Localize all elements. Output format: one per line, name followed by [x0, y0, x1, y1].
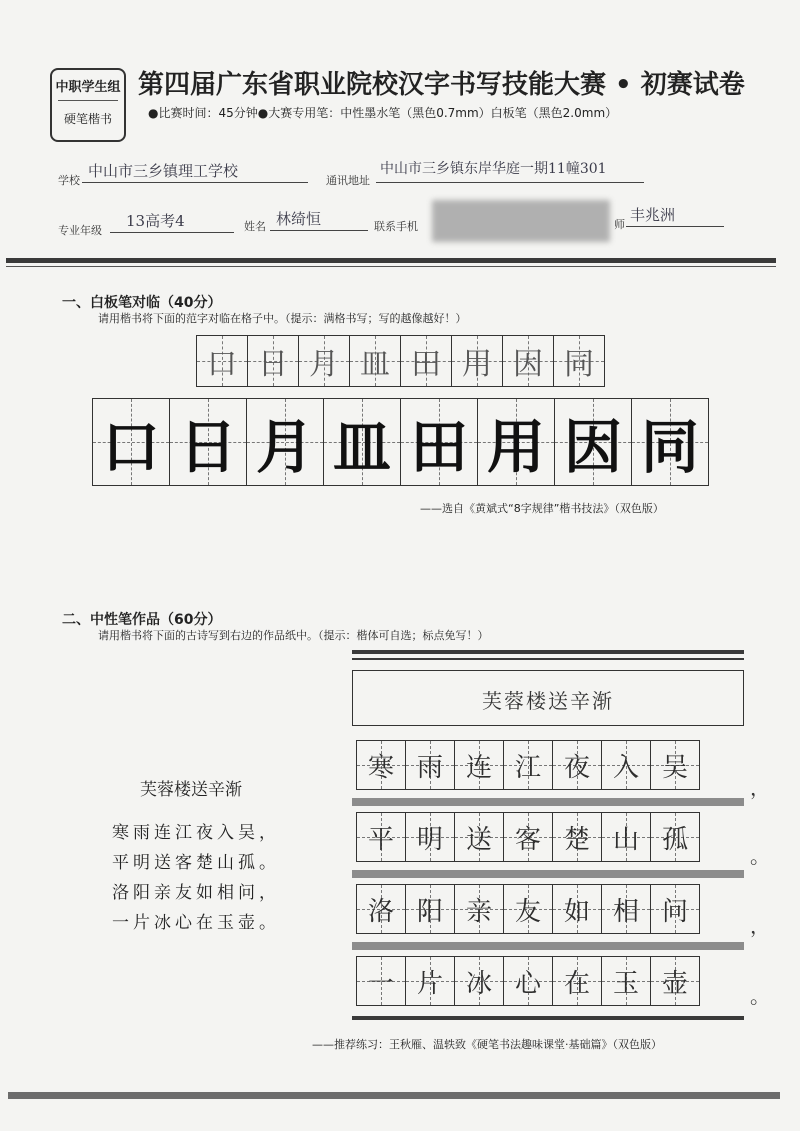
- name-value: 林绮恒: [276, 210, 322, 228]
- writing-cell[interactable]: [553, 957, 602, 1005]
- teacher-value: 丰兆洲: [630, 206, 676, 224]
- model-char: 田: [409, 413, 468, 481]
- written-char: 寒: [367, 752, 394, 783]
- written-char: 壶: [661, 968, 688, 999]
- header-divider-thin: [6, 266, 776, 267]
- model-char: 皿: [332, 413, 391, 481]
- model-char: 同: [640, 413, 699, 481]
- header-divider-thick: [6, 258, 776, 263]
- section2-title: 二、中性笔作品（60分）: [62, 612, 222, 628]
- written-punct: 。: [750, 844, 770, 868]
- phone-label: 联系手机: [374, 220, 418, 233]
- written-char: 亲: [465, 896, 492, 927]
- model-cell: [247, 399, 324, 485]
- written-char: 一: [367, 968, 394, 999]
- row-separator: [352, 798, 744, 806]
- writing-cell[interactable]: [504, 813, 553, 861]
- written-char: 玉: [612, 968, 639, 999]
- writing-cell[interactable]: [602, 741, 651, 789]
- row-separator: [352, 942, 744, 950]
- written-char: 友: [514, 896, 541, 927]
- writing-cell[interactable]: [406, 885, 455, 933]
- scan-bottom-band: [8, 1092, 780, 1099]
- writing-cell[interactable]: [651, 741, 699, 789]
- written-char: 山: [612, 824, 639, 855]
- writing-cell[interactable]: [504, 957, 553, 1005]
- poem-title: 芙蓉楼送辛渐: [140, 780, 242, 800]
- written-char: 江: [514, 752, 541, 783]
- major-field[interactable]: [110, 208, 234, 233]
- written-char: 夜: [563, 752, 590, 783]
- written-char: 明: [416, 824, 443, 855]
- writing-cell[interactable]: [651, 885, 699, 933]
- written-char: 心: [514, 968, 541, 999]
- written-char: 相: [612, 896, 639, 927]
- written-char: 洛: [367, 896, 394, 927]
- practice-cell[interactable]: [452, 336, 503, 386]
- school-field[interactable]: [82, 160, 308, 183]
- phone-redacted: [432, 200, 610, 242]
- writing-cell[interactable]: [602, 813, 651, 861]
- written-char: 在: [563, 968, 590, 999]
- section2-recommend: ——推荐练习：王秋雁、温轶致《硬笔书法趣味课堂·基础篇》（双色版）: [312, 1038, 662, 1051]
- traced-char: 因: [513, 347, 543, 382]
- writing-cell[interactable]: [553, 813, 602, 861]
- writing-cell[interactable]: [504, 741, 553, 789]
- teacher-field[interactable]: [626, 202, 724, 227]
- writing-cell[interactable]: [504, 885, 553, 933]
- writing-cell[interactable]: [357, 813, 406, 861]
- writing-cell[interactable]: [455, 885, 504, 933]
- writing-cell[interactable]: [602, 885, 651, 933]
- writing-cell[interactable]: [406, 741, 455, 789]
- written-char: 孤: [661, 824, 688, 855]
- model-char: 月: [255, 413, 314, 481]
- category-badge: [50, 68, 126, 142]
- poem-line: 一片冰心在玉壶。: [112, 913, 280, 933]
- poem-line: 平明送客楚山孤。: [112, 853, 280, 873]
- name-label: 姓名: [244, 220, 266, 233]
- practice-cell[interactable]: [401, 336, 452, 386]
- written-punct: ，: [750, 914, 770, 938]
- school-label: 学校: [58, 174, 80, 187]
- model-char: 因: [563, 413, 622, 481]
- traced-char: 同: [564, 347, 594, 382]
- writing-row[interactable]: [356, 740, 700, 790]
- written-title-box[interactable]: [352, 670, 744, 726]
- written-title: 芙蓉楼送辛渐: [482, 689, 614, 713]
- paper-bottom-bar: [352, 1016, 744, 1020]
- model-cell: [93, 399, 170, 485]
- written-char: 如: [563, 896, 590, 927]
- traced-char: 月: [309, 347, 339, 382]
- written-punct: ，: [750, 776, 770, 800]
- model-cell: [632, 399, 708, 485]
- writing-cell[interactable]: [455, 741, 504, 789]
- written-char: 连: [465, 752, 492, 783]
- written-char: 问: [661, 896, 688, 927]
- traced-char: 田: [411, 347, 441, 382]
- writing-cell[interactable]: [357, 957, 406, 1005]
- model-cell: [324, 399, 401, 485]
- practice-cell[interactable]: [248, 336, 299, 386]
- poem-line: 寒雨连江夜入吴，: [112, 823, 280, 843]
- written-char: 客: [514, 824, 541, 855]
- exam-subtitle: ●比赛时间：45分钟●大赛专用笔：中性墨水笔（黑色0.7mm）白板笔（黑色2.0mm）: [148, 106, 618, 120]
- traced-char: 日: [258, 347, 288, 382]
- teacher-label: 师: [614, 218, 625, 231]
- writing-row[interactable]: [356, 884, 700, 934]
- writing-row[interactable]: [356, 956, 700, 1006]
- model-grid: [92, 398, 709, 486]
- badge-divider: [58, 100, 118, 101]
- writing-cell[interactable]: [651, 957, 699, 1005]
- writing-cell[interactable]: [553, 885, 602, 933]
- section2-instruction: 请用楷书将下面的古诗写到右边的作品纸中。（提示：楷体可自选；标点免写！）: [98, 629, 489, 642]
- written-char: 雨: [416, 752, 443, 783]
- writing-cell[interactable]: [455, 957, 504, 1005]
- writing-cell[interactable]: [602, 957, 651, 1005]
- writing-cell[interactable]: [651, 813, 699, 861]
- practice-cell[interactable]: [299, 336, 350, 386]
- writing-cell[interactable]: [406, 813, 455, 861]
- written-char: 送: [465, 824, 492, 855]
- paper-top-bar-thin: [352, 658, 744, 660]
- writing-cell[interactable]: [553, 741, 602, 789]
- practice-grid[interactable]: [196, 335, 605, 387]
- name-field[interactable]: [270, 206, 368, 231]
- written-char: 吴: [661, 752, 688, 783]
- address-field[interactable]: [376, 156, 644, 183]
- written-punct: 。: [750, 984, 770, 1008]
- practice-cell[interactable]: [350, 336, 401, 386]
- written-char: 冰: [465, 968, 492, 999]
- address-value: 中山市三乡镇东岸华庭一期11幢301: [380, 161, 607, 177]
- row-separator: [352, 870, 744, 878]
- section1-instruction: 请用楷书将下面的范字对临在格子中。（提示：满格书写；写的越像越好！）: [98, 312, 467, 325]
- writing-cell[interactable]: [406, 957, 455, 1005]
- writing-cell[interactable]: [357, 885, 406, 933]
- badge-style-label: 硬笔楷书: [63, 112, 112, 126]
- school-value: 中山市三乡镇理工学校: [88, 162, 239, 180]
- model-char: 用: [486, 413, 545, 481]
- model-cell: [478, 399, 555, 485]
- practice-cell[interactable]: [503, 336, 554, 386]
- major-value: 13高考4: [126, 212, 185, 230]
- poem-line: 洛阳亲友如相问，: [112, 883, 280, 903]
- model-char: 口: [101, 413, 160, 481]
- model-cell: [170, 399, 247, 485]
- model-char: 日: [178, 413, 237, 481]
- model-cell: [401, 399, 478, 485]
- practice-cell[interactable]: [554, 336, 604, 386]
- written-char: 片: [416, 968, 443, 999]
- written-char: 平: [367, 824, 394, 855]
- exam-title: 第四届广东省职业院校汉字书写技能大赛 • 初赛试卷: [138, 70, 745, 100]
- major-label: 专业年级: [58, 224, 102, 237]
- written-char: 楚: [563, 824, 590, 855]
- badge-group-label: 中职学生组: [55, 80, 121, 95]
- writing-cell[interactable]: [455, 813, 504, 861]
- traced-char: 皿: [360, 347, 390, 382]
- model-cell: [555, 399, 632, 485]
- practice-cell[interactable]: [197, 336, 248, 386]
- writing-cell[interactable]: [357, 741, 406, 789]
- section1-title: 一、白板笔对临（40分）: [62, 295, 222, 311]
- section1-source: ——选自《黄斌式“8字规律”楷书技法》（双色版）: [420, 502, 664, 515]
- traced-char: 用: [462, 347, 492, 382]
- written-char: 入: [612, 752, 639, 783]
- written-char: 阳: [416, 896, 443, 927]
- writing-row[interactable]: [356, 812, 700, 862]
- traced-char: 口: [207, 347, 237, 382]
- address-label: 通讯地址: [326, 174, 370, 187]
- paper-top-bar: [352, 650, 744, 654]
